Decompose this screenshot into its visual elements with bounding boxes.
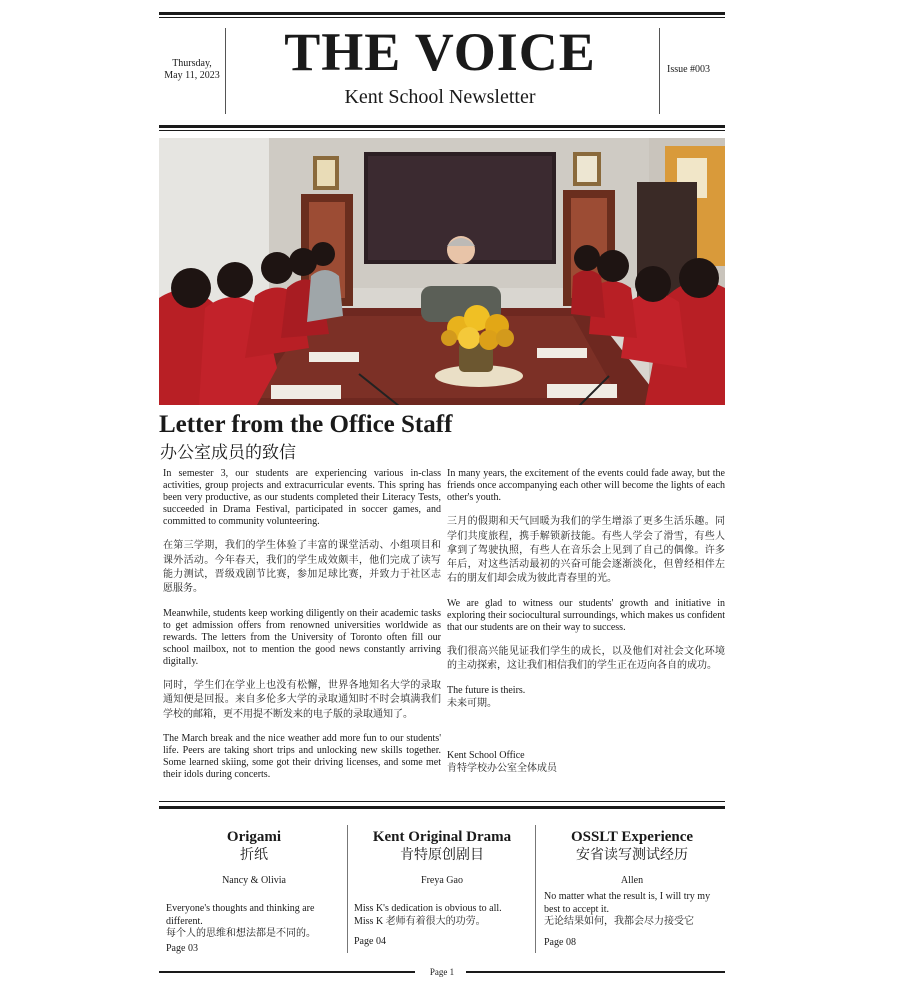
article-paragraph: In many years, the excitement of the events could fade away, but the friends once accompanying each other will become the lights of each other's youth. xyxy=(447,468,725,504)
section-top-rule xyxy=(159,801,725,802)
footer-rule-right xyxy=(466,971,725,973)
preview-title-chinese: 折纸 xyxy=(240,848,268,863)
article-paragraph: 在第三学期，我们的学生体验了丰富的课堂活动、小组项目和课外活动。今年春天，我们的学生成效颇丰，他们完成了读写能力测试，晋级戏剧节比赛，参加足球比赛，并致力于社区志愿服务。 xyxy=(163,540,441,595)
preview-quote: Miss K's dedication is obvious to all. xyxy=(354,903,502,914)
masthead-left-divider xyxy=(225,28,226,114)
article-paragraph: We are glad to witness our students' growth and initiative in exploring their sociocultural surroundings, which makes us confident that our students are on their way to success. xyxy=(447,597,725,633)
issue-date-weekday: Thursday, xyxy=(172,58,212,69)
preview-title: OSSLT Experience xyxy=(570,829,694,845)
article-column-right xyxy=(447,468,725,722)
preview-quote-chinese: Miss K 老师有着很大的功劳。 xyxy=(354,915,486,927)
article-paragraph: 我们很高兴能见证我们学生的成长，以及他们对社会文化环境的主动探索，这让我们相信我们的学生正在迈向各自的成功。 xyxy=(447,646,725,672)
preview-title-chinese: 安省读写测试经历 xyxy=(576,848,688,863)
masthead-right-divider xyxy=(659,28,660,114)
preview-author: Allen xyxy=(620,875,644,886)
preview-quote: Everyone's thoughts and thinking are different. xyxy=(166,903,315,927)
preview-page-link[interactable]: Page 04 xyxy=(354,936,386,947)
masthead-bottom-rule xyxy=(159,125,725,128)
preview-title-chinese: 肯特原创剧目 xyxy=(400,848,484,863)
preview-osslt-experience[interactable] xyxy=(544,823,720,958)
article-paragraph: In semester 3, our students are experiencing various in-class activities, group projects and extracurricular events. This spring has been very productive, as our students completed their Literacy Tests, succeeded in Drama Festival, participated in soccer games, and committed to community volunteering. xyxy=(163,468,441,528)
article-signature xyxy=(447,749,647,775)
issue-date-day: May 11, 2023 xyxy=(164,70,220,81)
preview-quote: No matter what the result is, I will try my best to accept it. xyxy=(544,891,711,915)
preview-title: Kent Original Drama xyxy=(372,829,512,845)
page-number: Page 1 xyxy=(429,967,455,977)
meeting-room-photo xyxy=(159,138,725,405)
article-paragraph: The March break and the nice weather add more fun to our students' life. Peers are taking short trips and unlocking new skills together. Some learned skiing, some got their driving licenses, and some met their idols during concerts. xyxy=(163,733,441,781)
footer-rule-left xyxy=(159,971,415,973)
article-paragraph: Meanwhile, students keep working diligently on their academic tasks to get admission offers from renowned universities worldwide as rewards. The letters from the University of Toronto often fill our school mailbox, not to mention the good news constantly arriving digitally. xyxy=(163,607,441,668)
preview-quote-chinese: 每个人的思维和想法都是不同的。 xyxy=(166,928,316,939)
article-column-left xyxy=(163,468,441,792)
preview-quote-chinese: 无论结果如何，我都会尽力接受它 xyxy=(544,916,694,927)
signature-english: Kent School Office xyxy=(447,750,525,761)
preview-divider xyxy=(535,825,536,953)
article-headline-chinese: 办公室成员的致信 xyxy=(160,443,296,462)
article-paragraph: 同时，学生们在学业上也没有松懈，世界各地知名大学的录取通知便是回报。来自多伦多大学的录取通知时不时会填满我们学校的邮箱，更不用提不断发来的电子版的录取通知了。 xyxy=(163,680,441,720)
preview-kent-original-drama[interactable] xyxy=(354,823,530,958)
signature-chinese: 肯特学校办公室全体成员 xyxy=(447,763,557,774)
issue-date xyxy=(160,58,224,82)
preview-author: Nancy & Olivia xyxy=(222,875,286,886)
issue-number: Issue #003 xyxy=(667,64,711,75)
preview-page-link[interactable]: Page 08 xyxy=(544,936,576,948)
newsletter-subtitle: Kent School Newsletter xyxy=(344,86,536,108)
article-closing-line-chinese: 未来可期。 xyxy=(447,697,497,709)
article-closing-line: The future is theirs. xyxy=(447,684,526,696)
preview-title: Origami xyxy=(226,829,282,845)
masthead-bottom-thin-rule xyxy=(159,130,725,131)
article-headline: Letter from the Office Staff xyxy=(159,411,453,438)
preview-page-link[interactable]: Page 03 xyxy=(166,942,198,954)
preview-origami[interactable] xyxy=(166,823,342,958)
section-top-thick-rule xyxy=(159,806,725,809)
masthead-top-thin-rule xyxy=(159,17,725,18)
preview-author: Freya Gao xyxy=(421,875,463,886)
newsletter-title: THE VOICE xyxy=(284,22,596,82)
masthead-top-rule xyxy=(159,12,725,15)
article-paragraph: 三月的假期和天气回暖为我们的学生增添了更多生活乐趣。同学们共度旅程，携手解锁新技能。有些人学会了滑雪，有些人拿到了驾驶执照，有些人在音乐会上见到了自己的偶像。许多年后，对这些活动最初的兴奋可能会逐渐淡化，但曾经相伴左右的朋友们却会成为彼此青春里的光。 xyxy=(447,516,725,585)
preview-divider xyxy=(347,825,348,953)
